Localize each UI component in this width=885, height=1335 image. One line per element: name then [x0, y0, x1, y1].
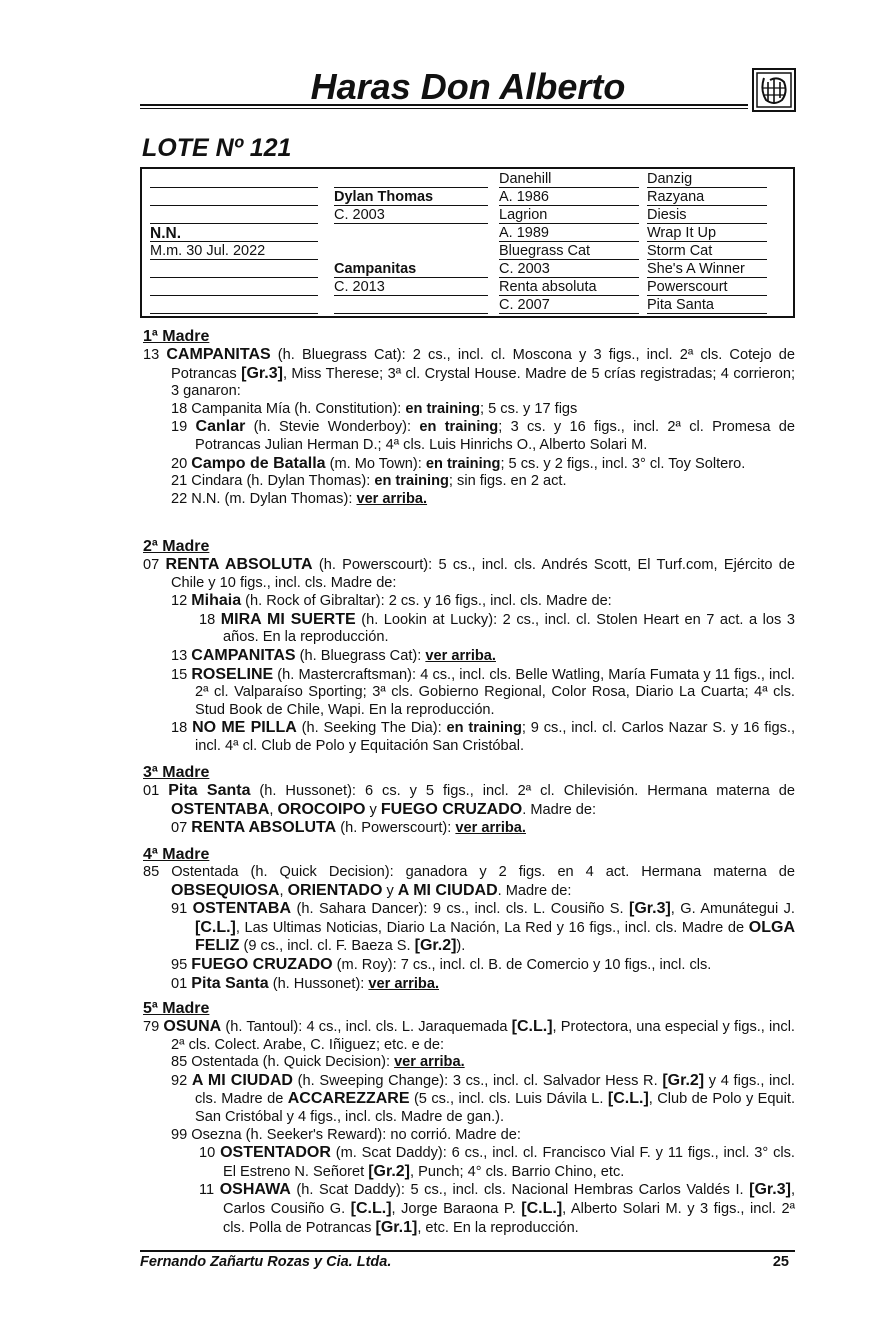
list-item: 15 ROSELINE (h. Mastercraftsman): 4 cs., incl. cls. Belle Watling, María Fumata y 11 figs., incl. 2ª cl. Valparaíso Sporting; 3ª cls. Gobierno Regional, Color Rosa, Diario La Cuarta; 4ª cls. Stud Book de Chile, Wapi. En la reproducción. — [171, 665, 795, 718]
list-item: 79 OSUNA (h. Tantoul): 4 cs., incl. cls. L. Jaraquemada [C.L.], Protectora, una especial y figs., incl. 2ª cls. Colect. Arabe, C. Iñiguez; etc. e de: — [143, 1018, 795, 1053]
list-item: 21 Cindara (h. Dylan Thomas): en training; sin figs. en 2 act. — [171, 473, 567, 490]
list-item: 10 OSTENTADOR (m. Scat Daddy): 6 cs., incl. cl. Francisco Vial F. y 11 figs., incl. 3° cls. El Estreno N. Señoret [Gr.2], Punch; 4° cls. Barrio Chino, etc. — [199, 1144, 795, 1180]
page-footer — [140, 1250, 795, 1270]
footer-company: Fernando Zañartu Rozas y Cia. Ltda. — [140, 1254, 392, 1270]
ggdam-3: She's A Winner — [647, 261, 767, 278]
list-item: 20 Campo de Batalla (m. Mo Town): en training; 5 cs. y 2 figs., incl. 3° cl. Toy Soltero. — [171, 454, 746, 472]
list-item: 18 MIRA MI SUERTE (h. Lookin at Lucky): 2 cs., incl. cl. Stolen Heart en 7 act. a los 3 años. En la reproducción. — [199, 610, 795, 646]
ggsire-1: Danzig — [647, 171, 767, 188]
granddam-2-info: C. 2007 — [499, 297, 639, 314]
page-number: 25 — [772, 1254, 789, 1270]
list-item: 19 Canlar (h. Stevie Wonderboy): en training; 3 cs. y 16 figs., incl. 2ª cl. Promesa de Potrancas Julian Herman D.; 4ª cls. Luis Hinrichs O., Alberto Solari M. — [171, 418, 795, 453]
pedigree-table — [140, 167, 795, 318]
list-item: 11 OSHAWA (h. Scat Daddy): 5 cs., incl. cls. Nacional Hembras Carlos Valdés I. [Gr.3], Carlos Cousiño G. [C.L.], Jorge Baraona P. [C.L.], Alberto Solari M. y 3 figs., incl. 2ª cls. Polla de Potrancas [Gr.1], etc. En la reproducción. — [199, 1181, 795, 1236]
third-dam-section — [143, 764, 795, 838]
page-header — [140, 62, 796, 112]
haras-logo-icon — [752, 68, 796, 112]
ped-line — [150, 171, 318, 188]
second-dam-section — [143, 538, 795, 756]
list-item: 13 CAMPANITAS (h. Bluegrass Cat): ver arriba. — [171, 646, 496, 664]
first-dam-section — [143, 328, 795, 508]
list-item: 85 Ostentada (h. Quick Decision): ver arriba. — [171, 1054, 465, 1071]
subject-info: M.m. 30 Jul. 2022 — [150, 243, 318, 260]
ped-line — [334, 297, 488, 314]
subject-name: N.N. — [150, 225, 318, 242]
list-item: 01 Pita Santa (h. Hussonet): ver arriba. — [171, 974, 440, 992]
ped-line — [334, 171, 488, 188]
list-item: 13 CAMPANITAS (h. Bluegrass Cat): 2 cs., incl. cl. Moscona y 3 figs., incl. 2ª cls. Cotejo de Potrancas [Gr.3], Miss Therese; 3ª cl. Crystal House. Madre de 5 crías registradas; 4 corrieron; 3 ganaron: — [143, 346, 795, 400]
grandsire-2-info: C. 2003 — [499, 261, 639, 278]
lot-title: LOTE Nº 121 — [142, 134, 292, 162]
section-heading: 4ª Madre — [143, 846, 210, 863]
granddam-2: Renta absoluta — [499, 279, 639, 296]
granddam-1-info: A. 1989 — [499, 225, 639, 242]
sire-name: Dylan Thomas — [334, 189, 488, 206]
section-heading: 2ª Madre — [143, 538, 210, 555]
dam-info: C. 2013 — [334, 279, 488, 296]
list-item: 18 NO ME PILLA (h. Seeking The Dia): en training; 9 cs., incl. cl. Carlos Nazar S. y 16 figs., incl. 4ª cl. Club de Polo y Equitación San Cristóbal. — [171, 719, 796, 754]
list-item: 95 FUEGO CRUZADO (m. Roy): 7 cs., incl. cl. B. de Comercio y 10 figs., incl. cls. — [171, 955, 712, 973]
list-item: 07 RENTA ABSOLUTA (h. Powerscourt): ver arriba. — [171, 819, 526, 837]
fourth-dam-section — [143, 846, 795, 993]
list-item: 91 OSTENTABA (h. Sahara Dancer): 9 cs., incl. cls. L. Cousiño S. [Gr.3], G. Amunátegui J. [C.L.], Las Ultimas Noticias, Diario La Nación, La Red y 16 figs., incl. cls. Madre de OLGA FELIZ (9 cs., incl. cl. F. Baeza S. [Gr.2]). — [171, 900, 795, 955]
header-rule — [140, 104, 748, 106]
grandsire-2: Bluegrass Cat — [499, 243, 639, 260]
ped-line — [150, 207, 318, 224]
ped-line — [150, 189, 318, 206]
list-item: 07 RENTA ABSOLUTA (h. Powerscourt): 5 cs., incl. cls. Andrés Scott, El Turf.com, Ejército de Chile y 10 figs., incl. cls. Madre de: — [143, 556, 795, 591]
ggsire-2: Diesis — [647, 207, 767, 224]
grandsire-1-info: A. 1986 — [499, 189, 639, 206]
list-item: 99 Osezna (h. Seeker's Reward): no corrió. Madre de: — [171, 1126, 521, 1143]
list-item: 18 Campanita Mía (h. Constitution): en training; 5 cs. y 17 figs — [171, 400, 578, 417]
ggdam-4: Pita Santa — [647, 297, 767, 314]
ped-line — [150, 279, 318, 296]
list-item: 01 Pita Santa (h. Hussonet): 6 cs. y 5 figs., incl. 2ª cl. Chilevisión. Hermana materna de OSTENTABA, OROCOIPO y FUEGO CRUZADO. Madre de: — [143, 782, 795, 818]
dam-name: Campanitas — [334, 261, 488, 278]
list-item: 85 Ostentada (h. Quick Decision): ganadora y 2 figs. en 4 act. Hermana materna de OBSEQUIOSA, ORIENTADO y A MI CIUDAD. Madre de: — [143, 864, 795, 899]
granddam-1: Lagrion — [499, 207, 639, 224]
ped-line — [150, 261, 318, 278]
ggdam-2: Wrap It Up — [647, 225, 767, 242]
grandsire-1: Danehill — [499, 171, 639, 188]
list-item: 12 Mihaia (h. Rock of Gibraltar): 2 cs. y 16 figs., incl. cls. Madre de: — [171, 592, 612, 610]
ggdam-1: Razyana — [647, 189, 767, 206]
list-item: 92 A MI CIUDAD (h. Sweeping Change): 3 cs., incl. cl. Salvador Hess R. [Gr.2] y 4 figs., incl. cls. Madre de ACCAREZZARE (5 cs., incl. cls. Luis Dávila L. [C.L.], Club de Polo y Equit. San Cristóbal y 4 figs., incl. cls. Madre de gan.). — [171, 1071, 795, 1125]
list-item: 22 N.N. (m. Dylan Thomas): ver arriba. — [171, 490, 428, 507]
ggsire-4: Powerscourt — [647, 279, 767, 296]
header-title: Haras Don Alberto — [310, 66, 626, 107]
ped-line — [150, 297, 318, 314]
footer-rule — [140, 1250, 795, 1252]
header-rule-thin — [140, 108, 748, 109]
sire-info: C. 2003 — [334, 207, 488, 224]
section-heading: 5ª Madre — [143, 1000, 210, 1017]
fifth-dam-section — [143, 1000, 795, 1237]
section-heading: 3ª Madre — [143, 764, 210, 781]
section-heading: 1ª Madre — [143, 328, 210, 345]
ggsire-3: Storm Cat — [647, 243, 767, 260]
